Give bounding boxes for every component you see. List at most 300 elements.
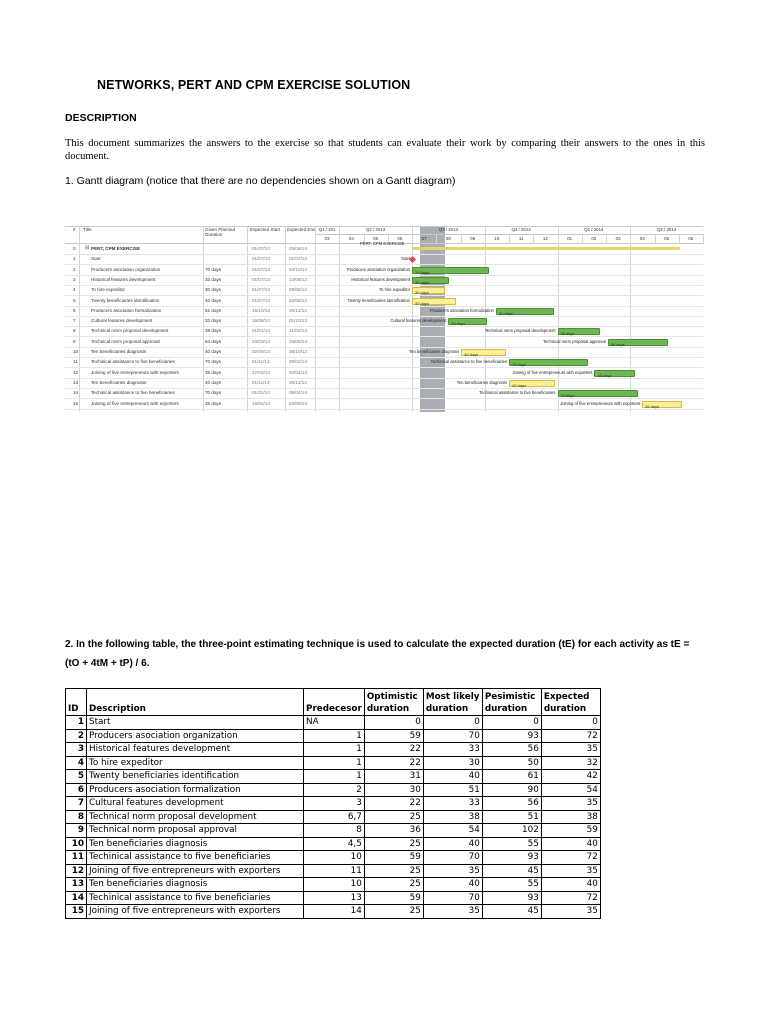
- cell-pessimistic: 51: [482, 810, 541, 824]
- gantt-bar-label: Twenty beneficiaries identification: [347, 297, 410, 303]
- th-most-likely-l1: Most likely: [425, 692, 480, 702]
- cell-expected: 35: [541, 797, 600, 811]
- gantt-task-bar[interactable]: [608, 339, 668, 346]
- gantt-row-end: 04/10/13: [289, 266, 307, 272]
- cell-id: 11: [66, 851, 87, 865]
- gantt-row-duration: 40 days: [205, 297, 222, 303]
- gantt-bar-duration: 70 days: [512, 362, 527, 368]
- cell-most-likely: 0: [423, 716, 482, 730]
- cell-most-likely: 70: [423, 891, 482, 905]
- gantt-row-title: Ten beneficiaries diagnosis: [91, 379, 147, 385]
- cell-pessimistic: 102: [482, 824, 541, 838]
- gantt-milestone[interactable]: [409, 256, 416, 263]
- cell-optimistic: 25: [364, 878, 423, 892]
- gantt-row-duration: 33 days: [205, 318, 222, 324]
- cell-predecessor: 1: [304, 756, 365, 770]
- table-row: [66, 810, 601, 824]
- gantt-bar-label: Ten beneficiaries diagnosis: [456, 379, 507, 385]
- gantt-row-duration: 35 days: [205, 369, 222, 375]
- gantt-task-bar[interactable]: [461, 349, 506, 356]
- gantt-bar-label: Techinical assistance to five beneficiaries: [430, 359, 507, 365]
- gantt-header-title: Title: [83, 227, 92, 232]
- gantt-summary-bar[interactable]: [412, 247, 680, 250]
- gantt-row-title: Producers asociation organization: [91, 266, 161, 272]
- gantt-bar-label: Joining of five entrepreneurs with exporters: [560, 400, 641, 406]
- cell-predecessor: 4,5: [304, 837, 365, 851]
- gantt-month-label: 09: [470, 236, 476, 241]
- cell-description: Ten beneficiaries diagnosis: [87, 837, 304, 851]
- gantt-row: [65, 306, 703, 316]
- table-row: [66, 770, 601, 784]
- cell-most-likely: 51: [423, 783, 482, 797]
- cell-optimistic: 25: [364, 905, 423, 919]
- cell-optimistic: 59: [364, 729, 423, 743]
- gantt-row-num: 15: [73, 400, 79, 406]
- gantt-month-label: 04: [348, 236, 354, 241]
- gantt-row: [65, 316, 703, 326]
- gantt-row-num: 13: [73, 379, 79, 385]
- gantt-quarter-label: Q2 / 2013: [365, 227, 386, 232]
- th-most-likely-l2: duration: [425, 704, 469, 714]
- gantt-row-start: 01/07/13: [252, 287, 270, 293]
- cell-description: Twenty beneficiaries identification: [87, 770, 304, 784]
- cell-expected: 72: [541, 729, 600, 743]
- gantt-row-start: 01/07/13: [252, 246, 270, 251]
- gantt-row-duration: 70 days: [205, 390, 222, 396]
- gantt-row: [65, 241, 703, 254]
- th-id: ID: [66, 689, 87, 716]
- cell-expected: 35: [541, 743, 600, 757]
- cell-most-likely: 33: [423, 797, 482, 811]
- gantt-header-start: Expected Start: [250, 227, 281, 232]
- gantt-row-num: 0: [73, 246, 76, 251]
- th-pessimistic-l2: duration: [484, 704, 528, 714]
- cell-predecessor: 1: [304, 770, 365, 784]
- gantt-row-num: 2: [73, 266, 76, 272]
- th-expected-l1: Expected: [543, 692, 590, 702]
- gantt-bar-duration: 40 days: [415, 300, 430, 306]
- gantt-bar-duration: 33 days: [451, 321, 466, 327]
- gantt-row-end: 04/04/14: [289, 369, 307, 375]
- cell-optimistic: 30: [364, 783, 423, 797]
- gantt-bar-duration: 38 days: [560, 331, 575, 337]
- gantt-task-bar[interactable]: [412, 267, 489, 274]
- table-row: [66, 797, 601, 811]
- table-row: [66, 891, 601, 905]
- gantt-row-start: 01/07/13: [252, 266, 270, 272]
- gantt-quarter-label: Q3 / 2013: [438, 227, 459, 232]
- cell-description: Historical features development: [87, 743, 304, 757]
- cell-optimistic: 22: [364, 797, 423, 811]
- gantt-row: [65, 399, 703, 409]
- gantt-month-label: 02: [591, 236, 597, 241]
- gantt-month-divider: [582, 234, 583, 244]
- gantt-row: [65, 265, 703, 275]
- cell-description: Cultural features development: [87, 797, 304, 811]
- gantt-row-end: 25/10/13: [289, 349, 307, 354]
- description-heading: DESCRIPTION: [65, 112, 137, 124]
- table-row: [66, 743, 601, 757]
- cell-pessimistic: 45: [482, 905, 541, 919]
- gantt-bar-label: Producers asociation formalization: [429, 307, 494, 313]
- cell-predecessor: 14: [304, 905, 365, 919]
- gantt-bar-label: Historical features development: [351, 276, 410, 282]
- gantt-row-duration: 40 days: [205, 349, 222, 354]
- cell-optimistic: 25: [364, 810, 423, 824]
- gantt-row-end: 23/08/13: [289, 297, 307, 303]
- gantt-bar-label: Technical norm proposal approval: [542, 338, 606, 344]
- gantt-bar-label: Techinical assistance to five beneficiaries: [479, 390, 556, 396]
- gantt-month-label: 03: [324, 236, 330, 241]
- gantt-row-start: 01/11/13: [252, 379, 270, 385]
- gantt-month-label: 04: [639, 236, 645, 241]
- gantt-row-end: 25/12/13: [289, 307, 307, 313]
- cell-most-likely: 35: [423, 864, 482, 878]
- gantt-row-divider: [65, 409, 703, 410]
- cell-id: 15: [66, 905, 87, 919]
- cell-description: Technical norm proposal development: [87, 810, 304, 824]
- th-pessimistic: [482, 689, 541, 716]
- cell-description: Joining of five entrepreneurs with exporters: [87, 864, 304, 878]
- cell-id: 13: [66, 878, 87, 892]
- gantt-row-title: Joining of five entrepreneurs with exporters: [91, 369, 179, 375]
- gantt-row-title: Techinical assistance to five beneficiaries: [91, 359, 175, 365]
- gantt-month-divider: [606, 234, 607, 244]
- gantt-row-num: 7: [73, 318, 76, 324]
- cell-id: 7: [66, 797, 87, 811]
- cell-description: Techinical assistance to five beneficiaries: [87, 891, 304, 905]
- th-optimistic: [364, 689, 423, 716]
- gantt-row-num: 11: [73, 359, 78, 365]
- gantt-bar-duration: 35 days: [645, 403, 660, 409]
- cell-id: 5: [66, 770, 87, 784]
- gantt-bar-label: Cultural features development: [390, 318, 447, 324]
- gantt-task-bar[interactable]: [412, 277, 449, 284]
- cell-pessimistic: 56: [482, 743, 541, 757]
- gantt-chart: [65, 226, 703, 412]
- cell-most-likely: 38: [423, 810, 482, 824]
- gantt-row-num: 3: [73, 276, 76, 282]
- cell-expected: 54: [541, 783, 600, 797]
- gantt-row-start: 16/08/13: [252, 318, 270, 324]
- gantt-month-label: 05: [373, 236, 379, 241]
- cell-expected: 72: [541, 891, 600, 905]
- cell-optimistic: 31: [364, 770, 423, 784]
- gantt-row: [65, 347, 703, 357]
- cell-description: Joining of five entrepreneurs with exporters: [87, 905, 304, 919]
- gantt-row: [65, 326, 703, 336]
- gantt-month-label: 11: [518, 236, 524, 241]
- cell-id: 9: [66, 824, 87, 838]
- cell-most-likely: 30: [423, 756, 482, 770]
- gantt-task-bar[interactable]: [642, 401, 682, 408]
- gantt-row-end: 01/10/13: [289, 318, 307, 324]
- cell-expected: 38: [541, 810, 600, 824]
- gantt-row-duration: 70 days: [205, 266, 222, 272]
- gantt-row-start: 17/02/14: [252, 369, 270, 375]
- gantt-row-start: 01/07/13: [252, 256, 270, 262]
- gantt-row: [65, 337, 703, 347]
- gantt-row: [65, 357, 703, 367]
- cell-id: 14: [66, 891, 87, 905]
- table-row: [66, 783, 601, 797]
- table-row: [66, 864, 601, 878]
- cell-description: Start: [87, 716, 304, 730]
- gantt-row-title: Technical norm proposal development: [91, 328, 169, 334]
- cell-pessimistic: 93: [482, 729, 541, 743]
- gantt-row-num: 4: [73, 287, 76, 293]
- cell-expected: 35: [541, 864, 600, 878]
- cell-predecessor: NA: [304, 716, 365, 730]
- cell-predecessor: 1: [304, 729, 365, 743]
- section-2-heading: 2. In the following table, the three-point estimating technique is used to calculate the expected duration (tE) for each activity as tE = (tO + 4tM + tP) / 6.: [65, 639, 690, 669]
- table-row: [66, 756, 601, 770]
- cell-pessimistic: 56: [482, 797, 541, 811]
- gantt-row-duration: 33 days: [205, 276, 222, 282]
- cell-pessimistic: 93: [482, 851, 541, 865]
- gantt-row-start: 01/11/13: [252, 359, 270, 365]
- description-paragraph: This document summarizes the answers to the exercise so that students can evaluate their work by comparing their answers to the ones in this document.: [65, 138, 705, 162]
- cell-expected: 59: [541, 824, 600, 838]
- gantt-row-start: 16/04/14: [252, 400, 270, 406]
- cell-predecessor: 6,7: [304, 810, 365, 824]
- cell-most-likely: 54: [423, 824, 482, 838]
- gantt-row-duration: 70 days: [205, 359, 222, 365]
- gantt-month-divider: [655, 234, 656, 244]
- table-row: [66, 878, 601, 892]
- cell-expected: 40: [541, 878, 600, 892]
- gantt-month-label: 03: [615, 236, 621, 241]
- gantt-row-start: 15/10/13: [252, 307, 270, 313]
- cell-predecessor: 2: [304, 783, 365, 797]
- gantt-task-bar[interactable]: [509, 380, 555, 387]
- gantt-bar-duration: 30 days: [415, 290, 430, 296]
- gantt-row: [65, 368, 703, 378]
- gantt-row-duration: 54 days: [205, 338, 222, 344]
- gantt-row-duration: 40 days: [205, 379, 222, 385]
- th-predecessor: Predecesor: [304, 689, 365, 716]
- gantt-row-start: 01/07/13: [252, 297, 270, 303]
- cell-id: 3: [66, 743, 87, 757]
- gantt-month-divider: [533, 234, 534, 244]
- cell-most-likely: 40: [423, 837, 482, 851]
- cell-id: 10: [66, 837, 87, 851]
- gantt-month-divider: [703, 234, 704, 244]
- gantt-bar-duration: 51 days: [498, 310, 513, 316]
- gantt-row-end: 08/04/14: [289, 390, 307, 396]
- gantt-quarter-label: Q1 / 2014: [584, 227, 604, 232]
- gantt-month-label: 10: [494, 236, 500, 241]
- gantt-row-start: 01/07/13: [252, 276, 270, 282]
- gantt-row-num: 6: [73, 307, 76, 313]
- gantt-bar-duration: 70 days: [415, 269, 430, 275]
- cell-description: Techinical assistance to five beneficiaries: [87, 851, 304, 865]
- cell-optimistic: 25: [364, 837, 423, 851]
- gantt-task-bar[interactable]: [412, 287, 445, 294]
- cell-expected: 42: [541, 770, 600, 784]
- gantt-row-title: Ten beneficiaries diagnosis: [91, 349, 147, 354]
- gantt-task-bar[interactable]: [412, 298, 456, 305]
- th-optimistic-l1: Optimistic: [366, 692, 418, 702]
- gantt-row-duration: 30 days: [205, 287, 222, 293]
- collapse-icon[interactable]: ⊟: [85, 245, 90, 251]
- gantt-row-start: 01/01/14: [252, 328, 270, 334]
- gantt-row-num: 9: [73, 338, 76, 344]
- table-row: [66, 716, 601, 730]
- gantt-row: [65, 254, 703, 264]
- gantt-row-end: 06/02/14: [289, 359, 307, 365]
- gantt-month-label: 01: [567, 236, 573, 241]
- cell-most-likely: 35: [423, 905, 482, 919]
- gantt-row-title: Techinical assistance to five beneficiaries: [91, 390, 175, 396]
- cell-expected: 35: [541, 905, 600, 919]
- gantt-month-label: 12: [542, 236, 548, 241]
- gantt-quarter-label: Q4 / 2013: [511, 227, 531, 232]
- cell-id: 6: [66, 783, 87, 797]
- cell-pessimistic: 55: [482, 878, 541, 892]
- cell-most-likely: 70: [423, 851, 482, 865]
- gantt-month-divider: [509, 234, 510, 244]
- pert-table: [65, 688, 601, 919]
- cell-description: Ten beneficiaries diagnosis: [87, 878, 304, 892]
- cell-optimistic: 59: [364, 851, 423, 865]
- gantt-bar-duration: 54 days: [610, 341, 625, 347]
- th-expected-l2: duration: [543, 704, 587, 714]
- gantt-row-title: Cultural features development: [91, 318, 153, 324]
- gantt-row-end: 03/06/14: [289, 246, 307, 251]
- gantt-task-bar[interactable]: [558, 328, 600, 335]
- gantt-bar-label: Technical norm proposal development: [484, 328, 556, 334]
- th-pessimistic-l1: Pesimistic: [484, 692, 536, 702]
- gantt-row-num: 1: [73, 256, 76, 262]
- gantt-bar-duration: 33 days: [415, 279, 430, 285]
- gantt-task-bar[interactable]: [558, 390, 638, 397]
- cell-pessimistic: 93: [482, 891, 541, 905]
- gantt-header-duration: Given Planned Duration: [205, 227, 236, 237]
- gantt-row-end: 14/08/13: [289, 276, 307, 282]
- table-row: [66, 851, 601, 865]
- cell-pessimistic: 45: [482, 864, 541, 878]
- gantt-row-title: Historical features development: [91, 276, 156, 282]
- gantt-bar-duration: 70 days: [560, 393, 575, 399]
- cell-id: 4: [66, 756, 87, 770]
- gantt-row-num: 10: [73, 349, 79, 354]
- gantt-row-end: 15/05/14: [289, 338, 307, 344]
- cell-id: 12: [66, 864, 87, 878]
- section-1-heading: 1. Gantt diagram (notice that there are no dependencies shown on a Gantt diagram): [65, 175, 456, 187]
- gantt-month-divider: [679, 234, 680, 244]
- gantt-month-divider: [461, 234, 462, 244]
- gantt-row-end: 01/07/13: [289, 256, 307, 262]
- cell-pessimistic: 90: [482, 783, 541, 797]
- table-row: [66, 729, 601, 743]
- gantt-task-bar[interactable]: [509, 359, 588, 366]
- cell-predecessor: 1: [304, 743, 365, 757]
- gantt-row-end: 26/12/13: [289, 379, 307, 385]
- cell-pessimistic: 55: [482, 837, 541, 851]
- cell-predecessor: 13: [304, 891, 365, 905]
- cell-most-likely: 40: [423, 770, 482, 784]
- gantt-row-title: Twenty beneficiaries identification: [91, 297, 160, 303]
- gantt-row-title: To hire expeditor: [91, 287, 125, 293]
- gantt-row: [65, 275, 703, 285]
- th-description: Description: [87, 689, 304, 716]
- cell-optimistic: 0: [364, 716, 423, 730]
- gantt-header-num: #: [73, 227, 76, 232]
- gantt-row-num: 14: [73, 390, 79, 396]
- gantt-row-title: Technical norm proposal approval: [91, 338, 160, 344]
- gantt-task-bar[interactable]: [496, 308, 554, 315]
- cell-pessimistic: 50: [482, 756, 541, 770]
- cell-description: Producers asociation organization: [87, 729, 304, 743]
- cell-expected: 32: [541, 756, 600, 770]
- gantt-quarter-label: Q1 / 201: [318, 227, 336, 232]
- page-title: NETWORKS, PERT AND CPM EXERCISE SOLUTION: [97, 78, 411, 92]
- gantt-row-num: 5: [73, 297, 76, 303]
- cell-pessimistic: 61: [482, 770, 541, 784]
- gantt-bar-label: Ten beneficiaries diagnosis: [409, 349, 460, 354]
- gantt-task-bar[interactable]: [448, 318, 487, 325]
- cell-expected: 40: [541, 837, 600, 851]
- gantt-row-duration: 38 days: [205, 328, 222, 334]
- cell-optimistic: 25: [364, 864, 423, 878]
- cell-most-likely: 40: [423, 878, 482, 892]
- gantt-month-label: 06: [397, 236, 403, 241]
- th-most-likely: [423, 689, 482, 716]
- gantt-row-end: 21/02/14: [289, 328, 307, 334]
- gantt-row-title: Start: [91, 256, 101, 262]
- gantt-row-title: Joining of five entrepreneurs with exporters: [91, 400, 179, 406]
- gantt-row: [65, 378, 703, 388]
- cell-description: Producers asociation formalization: [87, 783, 304, 797]
- gantt-bar-label: Joining of five entrepreneurs with exporters: [512, 369, 593, 375]
- cell-description: Technical norm proposal approval: [87, 824, 304, 838]
- gantt-row-start: 02/09/13: [252, 349, 270, 354]
- cell-id: 2: [66, 729, 87, 743]
- gantt-row: [65, 285, 703, 295]
- gantt-row-end: 03/06/14: [289, 400, 307, 406]
- gantt-month-label: 08: [445, 236, 451, 241]
- gantt-row-duration: 35 days: [205, 400, 222, 406]
- cell-predecessor: 10: [304, 851, 365, 865]
- gantt-row-duration: 51 days: [205, 307, 222, 313]
- gantt-row-title: PERT, CPM EXERCISE: [91, 246, 141, 251]
- gantt-month-divider: [436, 234, 437, 244]
- gantt-quarter-label: Q2 / 2014: [656, 227, 677, 232]
- cell-predecessor: 3: [304, 797, 365, 811]
- cell-id: 1: [66, 716, 87, 730]
- gantt-bar-duration: 35 days: [597, 372, 612, 378]
- table-row: [66, 837, 601, 851]
- cell-optimistic: 22: [364, 756, 423, 770]
- cell-predecessor: 11: [304, 864, 365, 878]
- cell-most-likely: 33: [423, 743, 482, 757]
- th-optimistic-l2: duration: [366, 704, 410, 714]
- gantt-row-num: 12: [73, 369, 79, 375]
- gantt-task-bar[interactable]: [594, 370, 634, 377]
- cell-expected: 72: [541, 851, 600, 865]
- gantt-month-label: 07: [421, 236, 427, 241]
- th-expected: [541, 689, 600, 716]
- gantt-row-start: 01/01/14: [252, 390, 270, 396]
- gantt-bar-duration: 40 days: [512, 382, 527, 388]
- gantt-row-start: 03/03/14: [252, 338, 270, 344]
- gantt-bar-label: Producers asociation organization: [346, 266, 410, 272]
- cell-predecessor: 10: [304, 878, 365, 892]
- cell-description: To hire expeditor: [87, 756, 304, 770]
- table-row: [66, 824, 601, 838]
- cell-expected: 0: [541, 716, 600, 730]
